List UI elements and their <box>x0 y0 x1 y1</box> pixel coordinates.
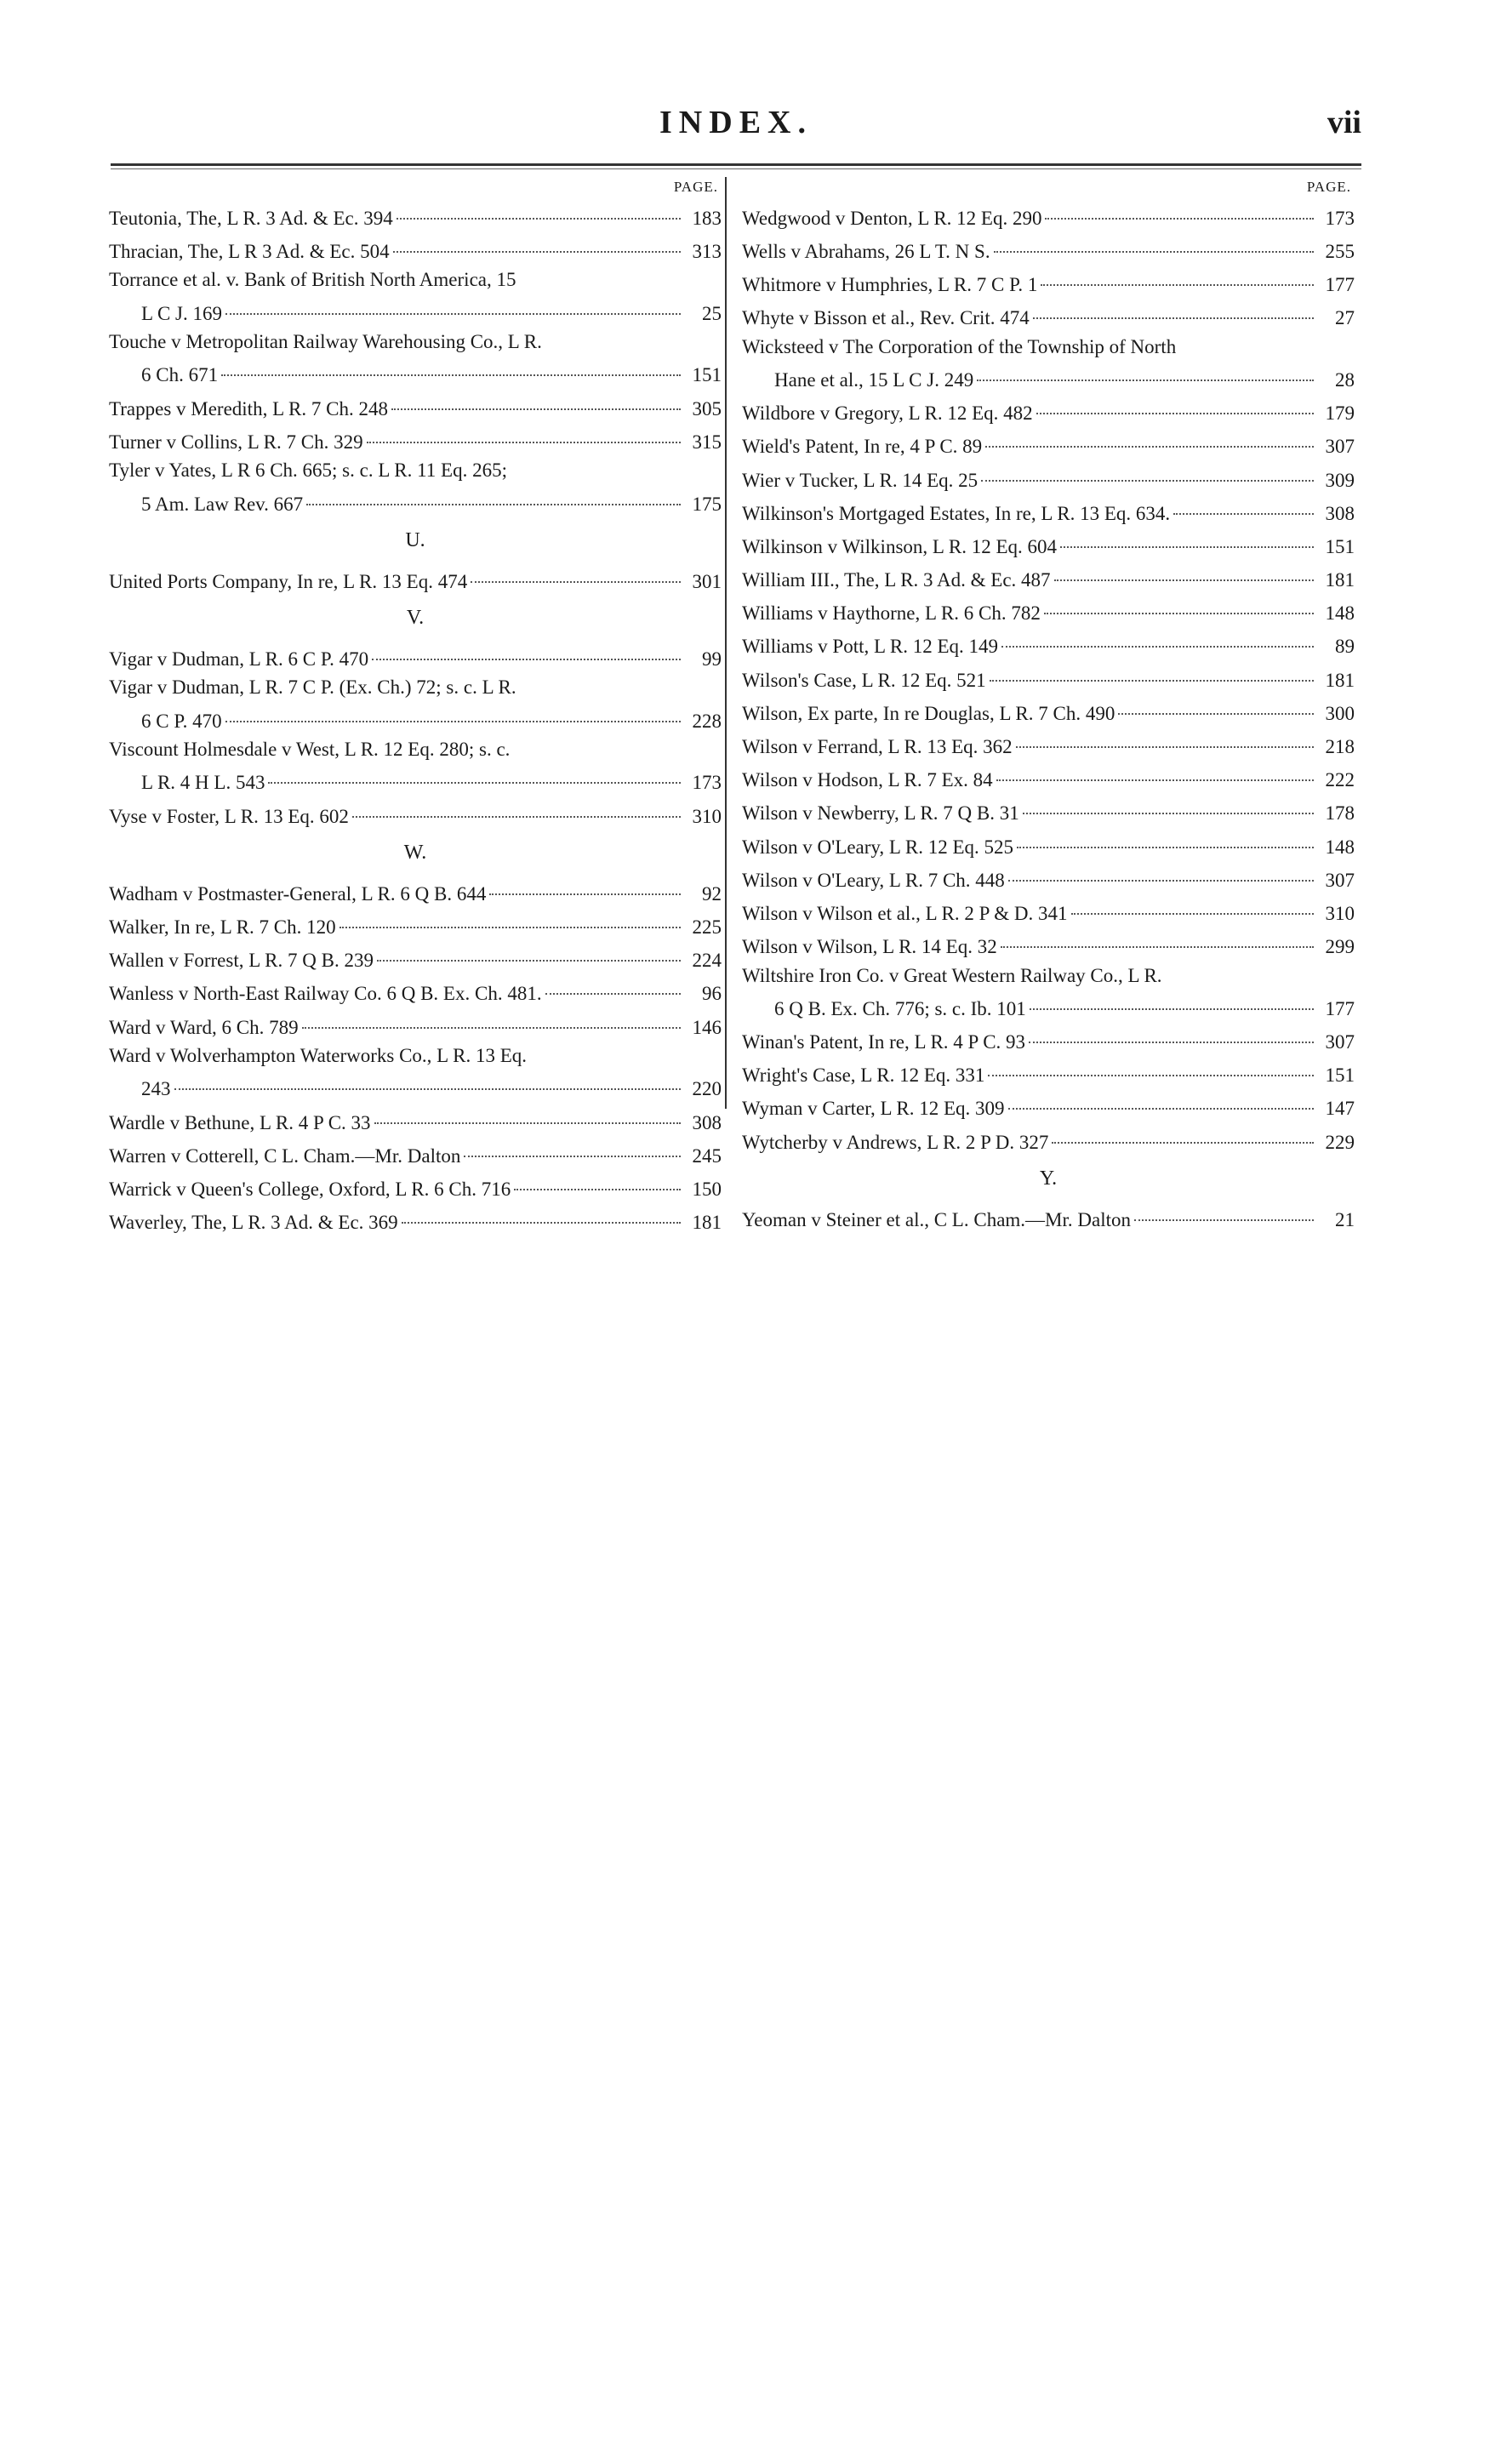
index-entry <box>109 797 722 830</box>
page-ref: 218 <box>1325 736 1355 757</box>
dot-leader <box>1041 260 1314 286</box>
dot-leader <box>1008 1085 1314 1110</box>
dot-leader <box>981 456 1314 482</box>
dot-leader <box>1017 823 1314 848</box>
case-citation: Wilson v Wilson, L R. 14 Eq. 32 <box>742 936 997 958</box>
page-ref: 315 <box>692 431 722 453</box>
entry-line <box>109 423 722 456</box>
page-ref: 21 <box>1335 1208 1355 1230</box>
case-citation: Wilson v Ferrand, L R. 13 Eq. 362 <box>742 736 1013 757</box>
column-divider <box>725 177 727 1109</box>
entry-line <box>742 928 1355 962</box>
page-ref: 173 <box>1325 207 1355 229</box>
case-citation: Wier v Tucker, L R. 14 Eq. 25 <box>742 469 979 491</box>
page-ref: 179 <box>1325 402 1355 425</box>
case-citation: Warren v Cotterell, C L. Cham.—Mr. Dalton <box>109 1144 461 1167</box>
dot-leader <box>1036 390 1314 415</box>
dot-leader <box>1060 522 1314 548</box>
case-citation: Walker, In re, L R. 7 Ch. 120 <box>109 916 336 938</box>
index-entry <box>109 562 722 596</box>
index-entry <box>742 1201 1355 1234</box>
case-citation: Tyler v Yates, L R 6 Ch. 665; s. c. L R. 11 Eq. 265; <box>109 459 507 482</box>
dot-leader <box>339 903 681 928</box>
index-entry <box>742 928 1355 962</box>
dot-leader <box>994 227 1314 253</box>
page-ref: 146 <box>692 1016 722 1038</box>
dot-leader <box>1118 689 1314 715</box>
page-ref: 245 <box>692 1144 722 1167</box>
dot-leader <box>489 870 681 895</box>
case-citation: Wiltshire Iron Co. v Great Western Railway Co., L R. <box>742 964 1162 986</box>
case-citation: Warrick v Queen's College, Oxford, L R. 6 Ch. 716 <box>109 1178 511 1200</box>
dot-leader <box>1052 1118 1314 1144</box>
entry-line <box>109 232 722 265</box>
page-ref: 96 <box>702 983 722 1005</box>
entry-line <box>742 1123 1355 1156</box>
dot-leader <box>1044 590 1314 615</box>
dot-leader <box>174 1065 682 1091</box>
case-citation: Wedgwood v Denton, L R. 12 Eq. 290 <box>742 207 1042 229</box>
case-citation: Whitmore v Humphries, L R. 7 C P. 1 <box>742 273 1038 295</box>
case-citation: Wells v Abrahams, 26 L T. N S. <box>742 240 990 262</box>
page-ref: 224 <box>692 950 722 972</box>
page-ref: 307 <box>1325 436 1355 458</box>
index-entry <box>109 328 722 390</box>
case-citation: Winan's Patent, In re, L R. 4 P C. 93 <box>742 1031 1026 1053</box>
case-citation: Touche v Metropolitan Railway Warehousing Co., L R. <box>109 331 542 353</box>
page-ref: 181 <box>1325 669 1355 691</box>
page-ref: 177 <box>1325 997 1355 1019</box>
index-entry <box>742 333 1355 395</box>
case-citation: Wytcherby v Andrews, L R. 2 P D. 327 <box>742 1131 1049 1153</box>
page-ref: 228 <box>692 710 722 732</box>
page-column-label: PAGE. <box>1306 179 1351 195</box>
index-entry <box>109 232 722 265</box>
dot-leader <box>996 756 1314 782</box>
index-entry <box>742 1123 1355 1156</box>
case-citation: Torrance et al. v. Bank of British North America, 15 <box>109 269 516 291</box>
case-citation: Thracian, The, L R 3 Ad. & Ec. 504 <box>109 240 390 262</box>
case-citation: Wardle v Bethune, L R. 4 P C. 33 <box>109 1111 371 1133</box>
dot-leader <box>1030 985 1314 1010</box>
case-citation: 243 <box>141 1078 171 1100</box>
dot-leader <box>1008 856 1314 882</box>
dot-leader <box>302 1003 681 1029</box>
case-citation: L R. 4 H L. 543 <box>141 772 265 794</box>
case-citation: Wright's Case, L R. 12 Eq. 331 <box>742 1064 985 1087</box>
page-title: INDEX. <box>659 105 813 140</box>
dot-leader <box>391 385 681 410</box>
page-ref: 183 <box>692 207 722 229</box>
entry-line <box>109 1204 722 1237</box>
index-column-right <box>742 179 1355 1234</box>
page-ref: 308 <box>1325 502 1355 524</box>
dot-leader <box>1071 889 1314 915</box>
page-ref: 151 <box>692 364 722 386</box>
case-citation: Wilson v Newberry, L R. 7 Q B. 31 <box>742 802 1019 825</box>
dot-leader <box>1001 623 1314 648</box>
case-citation: Wildbore v Gregory, L R. 12 Eq. 482 <box>742 402 1033 425</box>
case-citation: Waverley, The, L R. 3 Ad. & Ec. 369 <box>109 1212 398 1234</box>
entry-line <box>109 562 722 596</box>
entry-line <box>109 1008 722 1042</box>
dot-leader <box>1054 556 1314 581</box>
entry-line <box>109 485 722 518</box>
page-ref: 173 <box>692 772 722 794</box>
dot-leader <box>1134 1196 1314 1221</box>
page-ref: 305 <box>692 397 722 420</box>
dot-leader <box>367 418 681 443</box>
index-entry <box>109 1008 722 1042</box>
page-ref: 181 <box>692 1212 722 1234</box>
index-entry <box>109 265 722 328</box>
dot-leader <box>1033 294 1314 320</box>
dot-leader <box>990 656 1314 682</box>
dot-leader <box>545 970 681 996</box>
dot-leader <box>1029 1019 1314 1044</box>
case-citation: 6 Ch. 671 <box>141 364 219 386</box>
dot-leader <box>306 480 681 505</box>
case-citation: 6 C P. 470 <box>141 710 222 732</box>
index-entry <box>742 962 1355 1024</box>
dot-leader <box>221 351 681 377</box>
section-letter: W. <box>403 842 427 865</box>
case-citation: Williams v Haythorne, L R. 6 Ch. 782 <box>742 602 1041 625</box>
dot-leader <box>393 227 681 253</box>
index-entry <box>109 640 722 673</box>
dot-leader <box>402 1199 681 1224</box>
dot-leader <box>1023 790 1314 815</box>
case-citation: Wadham v Postmaster-General, L R. 6 Q B. 644 <box>109 882 487 905</box>
case-citation: Teutonia, The, L R. 3 Ad. & Ec. 394 <box>109 207 393 229</box>
dot-leader <box>268 759 681 785</box>
case-citation: Turner v Collins, L R. 7 Ch. 329 <box>109 431 363 453</box>
case-citation: Wilson's Case, L R. 12 Eq. 521 <box>742 669 986 691</box>
index-entry <box>109 735 722 797</box>
index-entry <box>109 673 722 735</box>
entry-line <box>109 797 722 830</box>
page-ref: 150 <box>692 1178 722 1200</box>
page-ref: 313 <box>692 240 722 262</box>
page-ref: 225 <box>692 916 722 938</box>
case-citation: Wallen v Forrest, L R. 7 Q B. 239 <box>109 950 374 972</box>
dot-leader <box>225 289 681 315</box>
page-ref: 310 <box>1325 902 1355 924</box>
page-ref: 99 <box>702 648 722 670</box>
case-citation: Wilson v Wilson et al., L R. 2 P & D. 341 <box>742 902 1068 924</box>
case-citation: Wyman v Carter, L R. 12 Eq. 309 <box>742 1098 1005 1120</box>
case-citation: Wilkinson v Wilkinson, L R. 12 Eq. 604 <box>742 535 1057 557</box>
case-citation: Wield's Patent, In re, 4 P C. 89 <box>742 436 983 458</box>
dot-leader <box>374 1099 681 1124</box>
dot-leader <box>977 356 1314 381</box>
page-ref: 310 <box>692 805 722 827</box>
case-citation: Viscount Holmesdale v West, L R. 12 Eq. 280; s. c. <box>109 739 511 761</box>
dot-leader <box>1016 722 1314 748</box>
page-ref: 222 <box>1325 769 1355 791</box>
dot-leader <box>225 697 681 722</box>
section-letter: V. <box>406 607 425 630</box>
page-ref: 308 <box>692 1111 722 1133</box>
page-ref: 299 <box>1325 936 1355 958</box>
page-ref: 220 <box>692 1078 722 1100</box>
case-citation: Vigar v Dudman, L R. 7 C P. (Ex. Ch.) 72; s. c. L R. <box>109 676 516 699</box>
page-ref: 255 <box>1325 240 1355 262</box>
dot-leader <box>1045 194 1314 220</box>
page-ref: 148 <box>1325 836 1355 858</box>
case-citation: Wilson, Ex parte, In re Douglas, L R. 7 Ch. 490 <box>742 702 1115 724</box>
index-entry <box>109 423 722 456</box>
case-citation: Wicksteed v The Corporation of the Township of North <box>742 335 1177 357</box>
case-citation: Whyte v Bisson et al., Rev. Crit. 474 <box>742 307 1030 329</box>
page-ref: 300 <box>1325 702 1355 724</box>
case-citation: Wanless v North-East Railway Co. 6 Q B. Ex. Ch. 481. <box>109 983 542 1005</box>
case-citation: William III., The, L R. 3 Ad. & Ec. 487 <box>742 569 1051 591</box>
dot-leader <box>988 1052 1314 1077</box>
section-letter: U. <box>405 529 425 552</box>
case-citation: Ward v Wolverhampton Waterworks Co., L R. 13 Eq. <box>109 1045 527 1067</box>
case-citation: Vigar v Dudman, L R. 6 C P. 470 <box>109 648 369 670</box>
case-citation: Williams v Pott, L R. 12 Eq. 149 <box>742 636 999 658</box>
case-citation: 5 Am. Law Rev. 667 <box>141 493 304 515</box>
page-ref: 147 <box>1325 1098 1355 1120</box>
index-entry <box>109 1042 722 1104</box>
dot-leader <box>985 423 1314 448</box>
dot-leader <box>397 194 681 220</box>
case-citation: Wilson v Hodson, L R. 7 Ex. 84 <box>742 769 993 791</box>
page-ref: 28 <box>1335 368 1355 391</box>
page-ref: 148 <box>1325 602 1355 625</box>
dot-leader <box>471 557 681 583</box>
page-ref: 307 <box>1325 869 1355 891</box>
entry-line <box>742 1201 1355 1234</box>
page-column-label: PAGE. <box>673 179 718 195</box>
page-ref: 229 <box>1325 1131 1355 1153</box>
case-citation: Ward v Ward, 6 Ch. 789 <box>109 1016 299 1038</box>
entry-line <box>742 300 1355 333</box>
case-citation: Vyse v Foster, L R. 13 Eq. 602 <box>109 805 349 827</box>
page-ref: 301 <box>692 570 722 592</box>
page-ref: 175 <box>692 493 722 515</box>
dot-leader <box>514 1165 681 1190</box>
header-rule <box>111 163 1361 166</box>
section-letter: Y. <box>1039 1167 1058 1190</box>
entry-line <box>109 702 722 735</box>
page-ref: 307 <box>1325 1031 1355 1053</box>
case-citation: Yeoman v Steiner et al., C L. Cham.—Mr. Dalton <box>742 1208 1131 1230</box>
page-ref: 181 <box>1325 569 1355 591</box>
index-entry <box>742 300 1355 333</box>
page-header <box>111 104 1361 155</box>
page-ref: 177 <box>1325 273 1355 295</box>
page-ref: 151 <box>1325 535 1355 557</box>
dot-leader <box>1173 489 1314 515</box>
index-entry <box>109 456 722 518</box>
case-citation: Hane et al., 15 L C J. 249 <box>774 368 974 391</box>
dot-leader <box>377 937 681 962</box>
page-ref: 89 <box>1335 636 1355 658</box>
case-citation: Wilson v O'Leary, L R. 12 Eq. 525 <box>742 836 1013 858</box>
dot-leader <box>1001 923 1314 949</box>
page-number: vii <box>1327 105 1361 140</box>
case-citation: United Ports Company, In re, L R. 13 Eq. 474 <box>109 570 468 592</box>
case-citation: Trappes v Meredith, L R. 7 Ch. 248 <box>109 397 388 420</box>
dot-leader <box>464 1132 681 1157</box>
entry-line <box>109 294 722 328</box>
page-ref: 178 <box>1325 802 1355 825</box>
case-citation: L C J. 169 <box>141 302 222 324</box>
dot-leader <box>372 635 681 660</box>
entry-line <box>109 640 722 673</box>
page-ref: 27 <box>1335 307 1355 329</box>
page-ref: 25 <box>702 302 722 324</box>
case-citation: 6 Q B. Ex. Ch. 776; s. c. Ib. 101 <box>774 997 1026 1019</box>
page-ref: 92 <box>702 882 722 905</box>
header-rule-thin <box>111 168 1361 169</box>
index-column-left <box>109 179 722 1237</box>
case-citation: Wilkinson's Mortgaged Estates, In re, L R. 13 Eq. 634. <box>742 502 1171 524</box>
page-ref: 309 <box>1325 469 1355 491</box>
page-ref: 151 <box>1325 1064 1355 1087</box>
index-entry <box>109 1204 722 1237</box>
dot-leader <box>352 792 681 818</box>
case-citation: Wilson v O'Leary, L R. 7 Ch. 448 <box>742 869 1005 891</box>
